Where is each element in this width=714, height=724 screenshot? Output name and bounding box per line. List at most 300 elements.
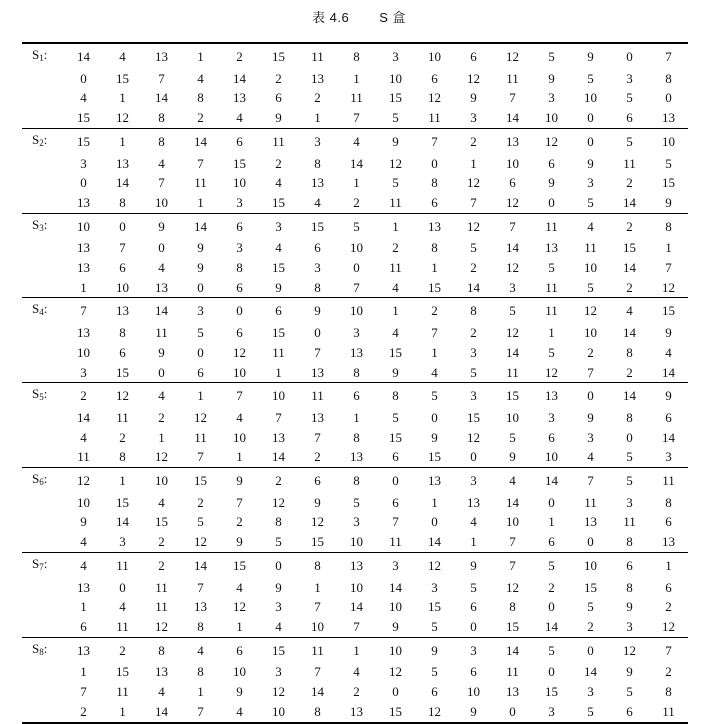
table-cell: 10 [233, 429, 246, 445]
table-cell: 13 [77, 579, 90, 595]
table-cell: 3 [275, 599, 282, 615]
table-cell: 14 [311, 684, 324, 700]
table-cell: 14 [233, 70, 246, 86]
table-cell: 10 [545, 110, 558, 126]
sbox-label-empty [22, 363, 64, 383]
table-cell: 3 [353, 514, 360, 530]
table-cell: 0 [197, 344, 204, 360]
table-cell: 3 [454, 468, 493, 493]
table-cell: 13 [506, 684, 519, 700]
table-cell: 8 [431, 175, 438, 191]
sbox-label-index: 1 [39, 53, 44, 63]
table-cell: 10 [350, 240, 363, 256]
table-cell: 6 [236, 325, 243, 341]
table-cell: 0 [470, 449, 477, 465]
table-cell: 0 [665, 90, 672, 106]
table-row [22, 88, 688, 108]
table-cell: 1 [119, 90, 126, 106]
table-cell: 4 [392, 279, 399, 295]
table-cell: 3 [314, 260, 321, 276]
table-cell: 14 [584, 664, 597, 680]
table-cell: 14 [610, 383, 649, 408]
table-cell: 15 [467, 409, 480, 425]
table-cell: 1 [353, 409, 360, 425]
table-cell: 2 [275, 155, 282, 171]
table-row [22, 493, 688, 513]
table-cell: 15 [272, 194, 285, 210]
sbox-label [22, 298, 64, 323]
table-cell: 5 [392, 110, 399, 126]
table-cell: 5 [470, 364, 477, 380]
table-cell: 0 [587, 534, 594, 550]
sbox-label-index: 2 [39, 137, 44, 148]
table-cell: 13 [155, 279, 168, 295]
sbox-label-empty [22, 154, 64, 174]
sbox-label-prefix: S [32, 47, 40, 62]
table-cell: 10 [337, 298, 376, 323]
table-cell: 0 [220, 298, 259, 323]
table-cell: 4 [181, 637, 220, 662]
table-cell: 9 [649, 383, 688, 408]
table-cell: 4 [158, 494, 165, 510]
table-cell: 3 [259, 213, 298, 238]
table-cell: 0 [103, 213, 142, 238]
table-cell: 4 [665, 344, 672, 360]
table-number: 表 4.6 [312, 10, 350, 25]
table-cell: 3 [181, 298, 220, 323]
table-cell: 9 [509, 449, 516, 465]
table-cell: 14 [532, 468, 571, 493]
sbox-label [22, 44, 64, 69]
table-cell: 9 [158, 344, 165, 360]
table-cell: 0 [431, 155, 438, 171]
table-cell: 1 [431, 344, 438, 360]
table-cell: 8 [119, 325, 126, 341]
table-cell: 8 [314, 703, 321, 719]
table-cell: 1 [197, 194, 204, 210]
table-cell: 9 [587, 155, 594, 171]
table-cell: 6 [626, 703, 633, 719]
table-cell: 0 [431, 514, 438, 530]
table-cell: 7 [665, 49, 672, 64]
table-cell: 0 [197, 279, 204, 295]
table-cell: 8 [197, 664, 204, 680]
table-cell: 5 [665, 155, 672, 171]
table-cell: 15 [116, 364, 129, 380]
table-cell: 4 [337, 128, 376, 153]
table-cell: 10 [311, 618, 324, 634]
table-cell: 9 [470, 90, 477, 106]
table-cell: 8 [119, 449, 126, 465]
table-cell: 6 [665, 514, 672, 530]
table-cell: 6 [197, 364, 204, 380]
table-cell: 11 [584, 240, 597, 256]
table-cell: 13 [77, 194, 90, 210]
table-cell: 4 [64, 552, 103, 577]
table-cell: 4 [470, 514, 477, 530]
table-cell: 3 [626, 618, 633, 634]
table-cell: 14 [116, 175, 129, 191]
table-cell: 15 [662, 175, 675, 191]
table-cell: 11 [298, 383, 337, 408]
table-cell: 9 [275, 579, 282, 595]
table-cell: 5 [275, 534, 282, 550]
table-cell: 7 [158, 175, 165, 191]
table-cell: 1 [197, 684, 204, 700]
table-cell: 4 [353, 664, 360, 680]
table-row [22, 702, 688, 722]
table-cell: 1 [353, 70, 360, 86]
table-cell: 6 [665, 579, 672, 595]
table-cell: 11 [649, 468, 688, 493]
table-cell: 4 [158, 260, 165, 276]
table-cell: 14 [181, 552, 220, 577]
table-cell: 10 [545, 449, 558, 465]
table-row [22, 238, 688, 258]
table-cell: 0 [158, 364, 165, 380]
table-cell: 15 [116, 664, 129, 680]
table-cell: 10 [584, 260, 597, 276]
table-cell: 4 [197, 70, 204, 86]
table-cell: 13 [64, 637, 103, 662]
table-cell: 4 [236, 579, 243, 595]
table-cell: 1 [431, 260, 438, 276]
table-cell: 1 [337, 637, 376, 662]
table-cell: 9 [392, 364, 399, 380]
table-cell: 11 [259, 128, 298, 153]
table-cell: 12 [272, 494, 285, 510]
table-cell: 10 [116, 279, 129, 295]
table-cell: 3 [626, 70, 633, 86]
table-row [22, 154, 688, 174]
sbox-label-empty [22, 343, 64, 363]
table-cell: 4 [236, 110, 243, 126]
table-cell: 1 [103, 128, 142, 153]
table-cell: 14 [181, 128, 220, 153]
table-cell: 12 [155, 618, 168, 634]
table-cell: 12 [662, 279, 675, 295]
table-cell: 0 [587, 110, 594, 126]
table-cell: 0 [158, 240, 165, 256]
table-cell: 12 [415, 552, 454, 577]
table-cell: 11 [506, 664, 519, 680]
sbox-label-prefix: S [32, 640, 40, 656]
table-cell: 3 [587, 175, 594, 191]
table-cell: 9 [665, 194, 672, 210]
sbox-label-prefix: S [32, 301, 40, 317]
table-cell: 6 [548, 429, 555, 445]
table-cell: 1 [376, 213, 415, 238]
table-row [22, 468, 688, 493]
table-cell: 11 [77, 449, 90, 465]
table-cell: 4 [275, 175, 282, 191]
table-cell: 12 [454, 213, 493, 238]
table-cell: 14 [545, 618, 558, 634]
table-cell: 13 [415, 213, 454, 238]
table-cell: 12 [467, 175, 480, 191]
table-cell: 1 [103, 468, 142, 493]
table-cell: 5 [470, 579, 477, 595]
table-cell: 3 [80, 364, 87, 380]
table-cell: 3 [587, 684, 594, 700]
table-cell: 7 [275, 409, 282, 425]
table-cell: 9 [236, 534, 243, 550]
table-cell: 2 [158, 534, 165, 550]
table-cell: 7 [64, 298, 103, 323]
table-cell: 1 [197, 49, 204, 64]
table-cell: 8 [665, 684, 672, 700]
table-cell: 10 [376, 637, 415, 662]
table-cell: 0 [509, 703, 516, 719]
table-cell: 2 [626, 279, 633, 295]
table-cell: 14 [428, 534, 441, 550]
table-cell: 8 [454, 298, 493, 323]
table-cell: 0 [259, 552, 298, 577]
table-cell: 15 [428, 449, 441, 465]
table-cell: 10 [233, 175, 246, 191]
table-cell: 2 [587, 344, 594, 360]
table-cell: 6 [220, 128, 259, 153]
table-cell: 2 [80, 703, 87, 719]
table-cell: 0 [548, 599, 555, 615]
table-cell: 5 [415, 383, 454, 408]
table-cell: 13 [155, 49, 168, 64]
table-cell: 15 [428, 599, 441, 615]
table-cell: 9 [431, 429, 438, 445]
table-cell: 7 [80, 684, 87, 700]
table-cell: 6 [220, 213, 259, 238]
table-cell: 11 [116, 618, 129, 634]
table-cell: 14 [662, 429, 675, 445]
table-cell: 13 [467, 494, 480, 510]
sbox-label-empty [22, 88, 64, 108]
table-cell: 12 [610, 637, 649, 662]
table-cell: 5 [548, 49, 555, 64]
table-cell: 10 [506, 409, 519, 425]
table-cell: 3 [626, 494, 633, 510]
table-cell: 8 [353, 49, 360, 64]
table-cell: 14 [623, 194, 636, 210]
table-cell: 1 [649, 552, 688, 577]
sbox-label [22, 128, 64, 153]
table-cell: 8 [665, 494, 672, 510]
sbox-label-empty [22, 578, 64, 598]
table-cell: 4 [80, 429, 87, 445]
table-cell: 1 [80, 599, 87, 615]
table-cell: 13 [272, 429, 285, 445]
sbox-label-empty [22, 617, 64, 637]
table-cell: 3 [236, 240, 243, 256]
table-cell: 9 [587, 409, 594, 425]
sbox-label-empty [22, 428, 64, 448]
table-cell: 0 [392, 684, 399, 700]
table-cell: 12 [233, 344, 246, 360]
table-cell: 7 [220, 383, 259, 408]
table-cell: 5 [587, 279, 594, 295]
table-cell: 14 [350, 599, 363, 615]
table-cell: 13 [77, 325, 90, 341]
table-cell: 6 [80, 618, 87, 634]
sbox-label-empty [22, 532, 64, 552]
table-cell: 0 [119, 579, 126, 595]
table-cell: 15 [389, 703, 402, 719]
table-cell: 7 [587, 364, 594, 380]
table-cell: 15 [506, 618, 519, 634]
table-cell: 14 [493, 637, 532, 662]
table-cell: 6 [236, 279, 243, 295]
table-cell: 10 [506, 514, 519, 530]
table-cell: 8 [626, 579, 633, 595]
table-cell: 9 [626, 599, 633, 615]
sbox-label-empty [22, 173, 64, 193]
table-cell: 5 [587, 70, 594, 86]
table-cell: 15 [77, 110, 90, 126]
table-cell: 12 [532, 128, 571, 153]
table-cell: 2 [665, 664, 672, 680]
table-cell: 12 [506, 194, 519, 210]
table-cell: 9 [236, 684, 243, 700]
table-cell: 15 [623, 240, 636, 256]
table-cell: 7 [314, 664, 321, 680]
table-cell: 14 [662, 364, 675, 380]
table-cell: 10 [64, 213, 103, 238]
table-cell: 8 [119, 194, 126, 210]
table-cell: 15 [584, 579, 597, 595]
table-cell: 11 [584, 494, 597, 510]
table-row [22, 44, 688, 69]
table-cell: 6 [665, 409, 672, 425]
table-cell: 7 [415, 128, 454, 153]
table-cell: 1 [314, 579, 321, 595]
table-cell: 5 [392, 409, 399, 425]
sbox-table-container [22, 42, 688, 724]
table-cell: 1 [119, 703, 126, 719]
table-cell: 9 [454, 552, 493, 577]
table-cell: 8 [509, 599, 516, 615]
sbox-label-suffix: : [43, 386, 48, 402]
table-cell: 2 [119, 429, 126, 445]
table-cell: 7 [353, 618, 360, 634]
table-cell: 6 [626, 110, 633, 126]
sbox-label-empty [22, 278, 64, 298]
table-cell: 10 [584, 90, 597, 106]
table-cell: 5 [626, 90, 633, 106]
table-cell: 13 [103, 298, 142, 323]
table-cell: 12 [467, 429, 480, 445]
table-cell: 6 [548, 534, 555, 550]
table-cell: 2 [103, 637, 142, 662]
sbox-label-empty [22, 447, 64, 467]
table-row [22, 173, 688, 193]
sbox-label-empty [22, 512, 64, 532]
table-cell: 9 [548, 175, 555, 191]
table-cell: 14 [506, 344, 519, 360]
sbox-label-prefix: S [32, 386, 40, 402]
table-cell: 2 [470, 260, 477, 276]
table-cell: 8 [353, 429, 360, 445]
table-cell: 11 [103, 552, 142, 577]
table-cell: 15 [428, 279, 441, 295]
table-cell: 13 [116, 155, 129, 171]
table-cell: 9 [376, 128, 415, 153]
table-cell: 2 [158, 409, 165, 425]
table-cell: 15 [272, 49, 285, 64]
table-cell: 8 [626, 344, 633, 360]
table-row [22, 408, 688, 428]
table-cell: 9 [142, 213, 181, 238]
table-cell: 4 [80, 90, 87, 106]
table-cell: 4 [158, 684, 165, 700]
table-cell: 15 [233, 155, 246, 171]
table-cell: 7 [509, 90, 516, 106]
table-cell: 4 [392, 325, 399, 341]
table-cell: 3 [298, 128, 337, 153]
table-cell: 12 [428, 90, 441, 106]
table-cell: 6 [337, 383, 376, 408]
table-row [22, 363, 688, 383]
table-cell: 11 [389, 534, 402, 550]
table-cell: 2 [392, 240, 399, 256]
table-cell: 13 [350, 703, 363, 719]
table-cell: 3 [454, 383, 493, 408]
table-cell: 11 [506, 70, 519, 86]
table-cell: 7 [431, 325, 438, 341]
sbox-label-suffix: : [43, 131, 48, 147]
sbox-table-body [22, 44, 688, 722]
table-cell: 14 [389, 579, 402, 595]
table-cell: 10 [506, 155, 519, 171]
sbox-label-index: 5 [39, 392, 44, 403]
table-cell: 5 [431, 664, 438, 680]
table-row [22, 617, 688, 637]
table-cell: 0 [431, 409, 438, 425]
table-cell: 13 [545, 240, 558, 256]
table-cell: 11 [194, 175, 207, 191]
table-cell: 5 [626, 449, 633, 465]
table-cell: 1 [548, 514, 555, 530]
table-cell: 10 [571, 552, 610, 577]
table-cell: 12 [467, 70, 480, 86]
table-cell: 13 [350, 449, 363, 465]
table-cell: 3 [236, 194, 243, 210]
sbox-label-empty [22, 323, 64, 343]
table-cell: 13 [415, 468, 454, 493]
table-cell: 15 [220, 552, 259, 577]
table-cell: 4 [493, 468, 532, 493]
table-cell: 6 [392, 449, 399, 465]
table-cell: 12 [233, 599, 246, 615]
table-cell: 5 [470, 240, 477, 256]
table-cell: 8 [353, 364, 360, 380]
table-cell: 0 [626, 49, 633, 64]
table-cell: 3 [119, 534, 126, 550]
table-cell: 8 [197, 618, 204, 634]
table-cell: 12 [194, 534, 207, 550]
table-cell: 11 [155, 579, 168, 595]
table-cell: 3 [454, 637, 493, 662]
table-row [22, 258, 688, 278]
table-cell: 10 [77, 344, 90, 360]
sbox-label-empty [22, 662, 64, 682]
table-cell: 14 [272, 449, 285, 465]
table-cell: 3 [509, 279, 516, 295]
table-row [22, 512, 688, 532]
table-cell: 10 [389, 599, 402, 615]
table-cell: 14 [155, 703, 168, 719]
table-cell: 2 [548, 579, 555, 595]
table-cell: 9 [548, 70, 555, 86]
table-cell: 2 [610, 213, 649, 238]
